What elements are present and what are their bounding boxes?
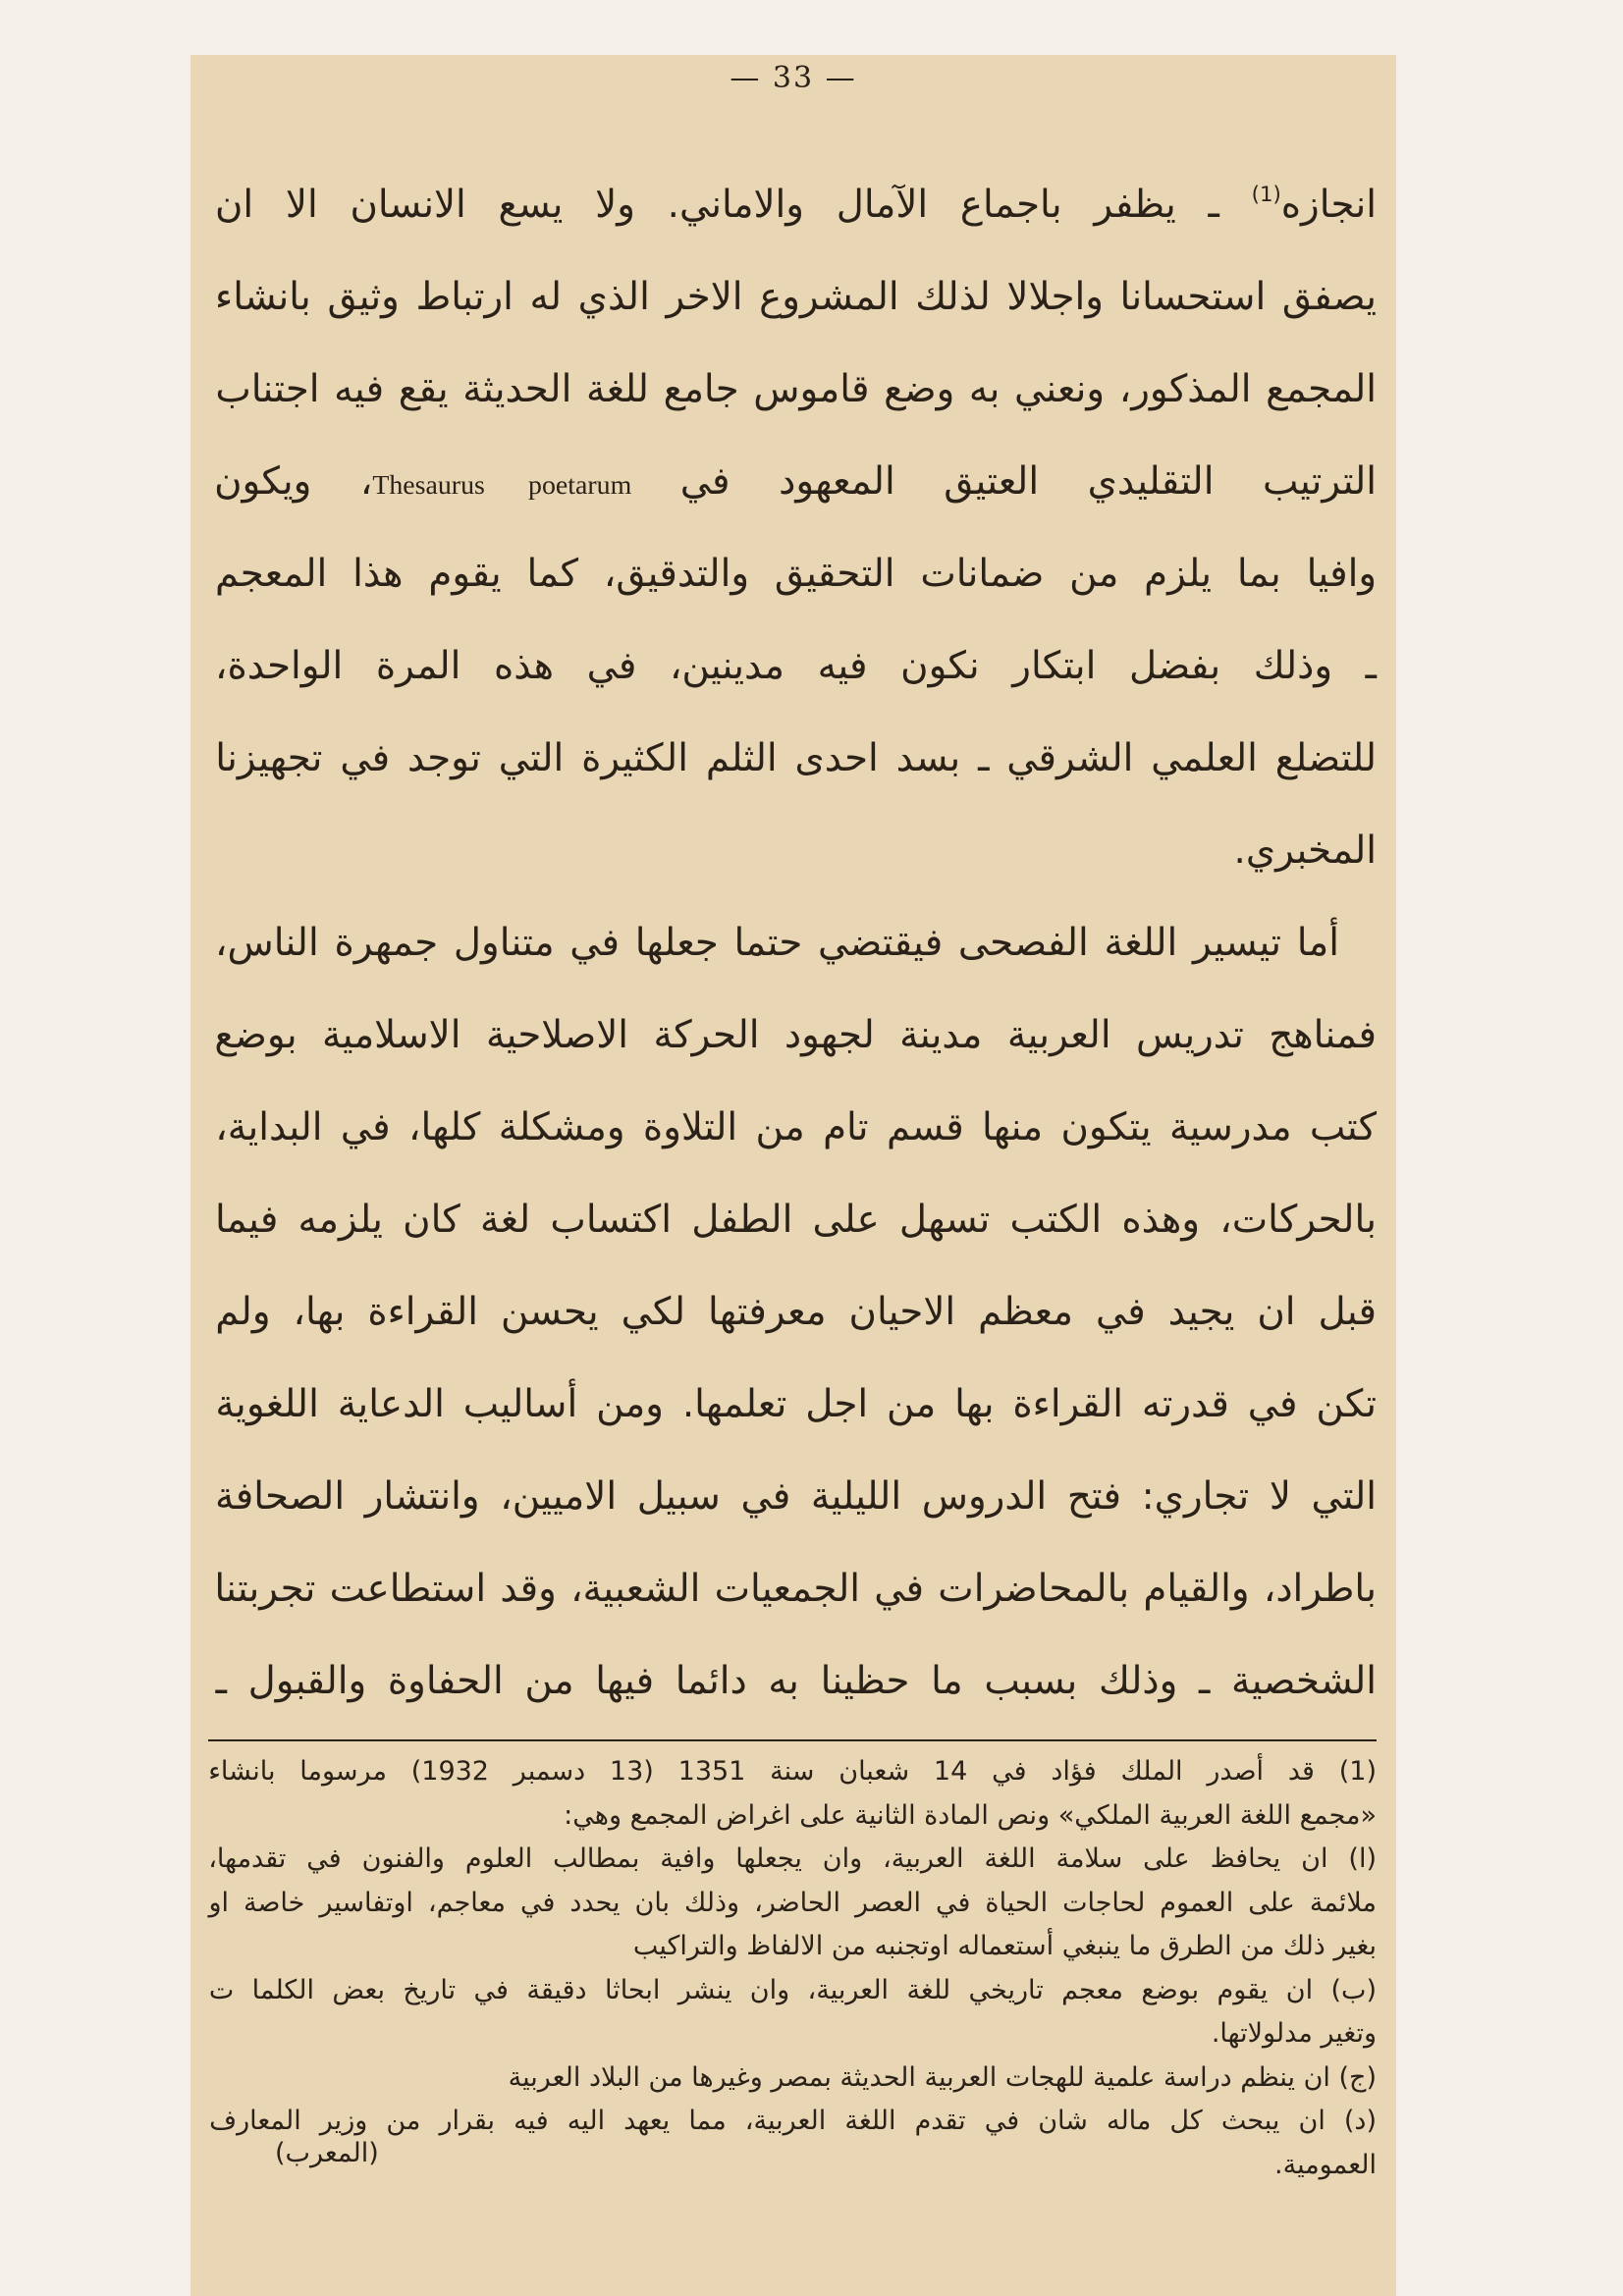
- body-line-text: تكن في قدرته القراءة بها من اجل تعلمها. ومن أساليب الدعاية اللغوية: [215, 1382, 1377, 1426]
- footnote-text: (ج) ان ينظم دراسة علمية للهجات العربية الحديثة بمصر وغيرها من البلاد العربية: [508, 2061, 1377, 2093]
- footnote-line: [204, 2056, 1377, 2101]
- body-line-text: [214, 436, 1377, 532]
- footnote-line: [204, 2100, 1377, 2144]
- body-phrase: الترتيب التقليدي العتيق المعهود في: [631, 459, 1377, 504]
- body-line-text: للتضلع العلمي الشرقي ـ بسد احدى الثلم الكثيرة التي توجد في تجهيزنا: [215, 736, 1377, 780]
- footnote-text: (ب) ان يقوم بوضع معجم تاريخي للغة العربية، وان ينشر ابحاثا دقيقة في تاريخ بعض الكلما ت: [208, 1974, 1377, 2005]
- footnote-text: بغير ذلك من الطرق ما ينبغي أستعماله اوتجنبه من الالفاظ والتراكيب: [632, 1931, 1377, 1961]
- body-word: انجازه: [1280, 183, 1377, 227]
- body-line: [212, 989, 1377, 1082]
- footnote-line: [204, 1838, 1377, 1882]
- footnote-text: ملائمة على العموم لحاجات الحياة في العصر الحاضر، وذلك بان يحدد في معاجم، اوتفاسير خاصة او: [208, 1887, 1377, 1918]
- body-line: [212, 528, 1377, 620]
- footnote-text: (1) قد أصدر الملك فؤاد في 14 شعبان سنة 1351 (13 دسمبر 1932) مرسوما بانشاء: [208, 1756, 1377, 1787]
- body-line-text: التي لا تجاري: فتح الدروس الليلية في سبيل الاميين، وانتشار الصحافة: [215, 1474, 1377, 1519]
- body-line-text: كتب مدرسية يتكون منها قسم تام من التلاوة ومشكلة كلها، في البداية،: [215, 1105, 1377, 1149]
- body-line-text: المجمع المذكور، ونعني به وضع قاموس جامع للغة الحديثة يقع فيه اجتناب: [215, 367, 1377, 411]
- footnote-line: [204, 1750, 1377, 1794]
- page-sheet: [190, 55, 1396, 2296]
- body-line: [212, 620, 1377, 713]
- body-line: [212, 1635, 1377, 1728]
- body-line-text: وافيا بما يلزم من ضمانات التحقيق والتدقيق، كما يقوم هذا المعجم: [215, 552, 1377, 596]
- footnotes: [204, 1750, 1377, 2187]
- latin-term: Thesaurus poetarum: [372, 470, 632, 501]
- body-line: [212, 713, 1377, 805]
- translator-credit: (المعرب): [275, 2137, 379, 2168]
- body-line: [212, 1451, 1377, 1543]
- footnote-text: العمومية.: [1274, 2149, 1377, 2180]
- page-number: — 33 —: [730, 61, 857, 95]
- body-line: [212, 1082, 1377, 1174]
- body-line-text: فمناهج تدريس العربية مدينة لجهود الحركة الاصلاحية الاسلامية بوضع: [214, 1013, 1377, 1057]
- body-text: [212, 159, 1377, 1728]
- body-line-text: أما تيسير اللغة الفصحى فيقتضي حتما جعلها في متناول جمهرة الناس،: [215, 921, 1339, 965]
- footnote-rule: [208, 1739, 1377, 1741]
- body-line-text: [215, 159, 1377, 251]
- body-line: [212, 159, 1377, 251]
- footnote-text: وتغير مدلولاتها.: [1211, 2018, 1377, 2049]
- footnote-last-line: [204, 2137, 1377, 2188]
- footnote-line: [204, 1794, 1377, 1839]
- body-line: [212, 436, 1377, 528]
- body-line: [212, 344, 1377, 436]
- body-line-text: قبل ان يجيد في معظم الاحيان معرفتها لكي يحسن القراءة بها، ولم: [215, 1290, 1377, 1334]
- footnote-text: (ا) ان يحافظ على سلامة اللغة العربية، وان يجعلها وافية بمطالب العلوم والفنون في تقدمها،: [208, 1843, 1377, 1874]
- body-line-text: الشخصية ـ وذلك بسبب ما حظينا به دائما فيها من الحفاوة والقبول ـ: [215, 1659, 1377, 1703]
- body-line: [212, 1359, 1377, 1451]
- footnote-line: [204, 2012, 1377, 2056]
- body-line-text: بالحركات، وهذه الكتب تسهل على الطفل اكتساب لغة كان يلزمه فيما: [215, 1198, 1377, 1242]
- body-phrase: ـ يظفر باجماع الآمال والاماني. ولا يسع الانسان الا ان: [215, 183, 1252, 227]
- footnote-line: [204, 1969, 1377, 2013]
- body-line-text: يصفق استحسانا واجلالا لذلك المشروع الاخر الذي له ارتباط وثيق بانشاء: [215, 275, 1377, 319]
- body-line: [212, 251, 1377, 344]
- body-line: [212, 1543, 1377, 1635]
- body-line: [212, 1174, 1377, 1266]
- footnote-text: «مجمع اللغة العربية الملكي» ونص المادة الثانية على اغراض المجمع وهي:: [564, 1799, 1377, 1831]
- body-line: [212, 805, 1377, 897]
- body-line: [212, 1266, 1377, 1359]
- body-line-text: باطراد، والقيام بالمحاضرات في الجمعيات الشعبية، وقد استطاعت تجربتنا: [214, 1567, 1377, 1611]
- footnote-line: [204, 1925, 1377, 1969]
- body-line-text: المخبري.: [1233, 828, 1377, 873]
- footnote-text: (د) ان يبحث كل ماله شان في تقدم اللغة العربية، مما يعهد اليه فيه بقرار من وزير المعارف: [209, 2106, 1377, 2136]
- body-phrase: ، ويكون: [214, 459, 373, 504]
- footnote-reference: (1): [1251, 183, 1281, 208]
- body-line-text: ـ وذلك بفضل ابتكار نكون فيه مدينين، في هذه المرة الواحدة،: [215, 644, 1377, 688]
- paragraph-first-line: [212, 897, 1377, 989]
- footnote-line: [204, 1882, 1377, 1926]
